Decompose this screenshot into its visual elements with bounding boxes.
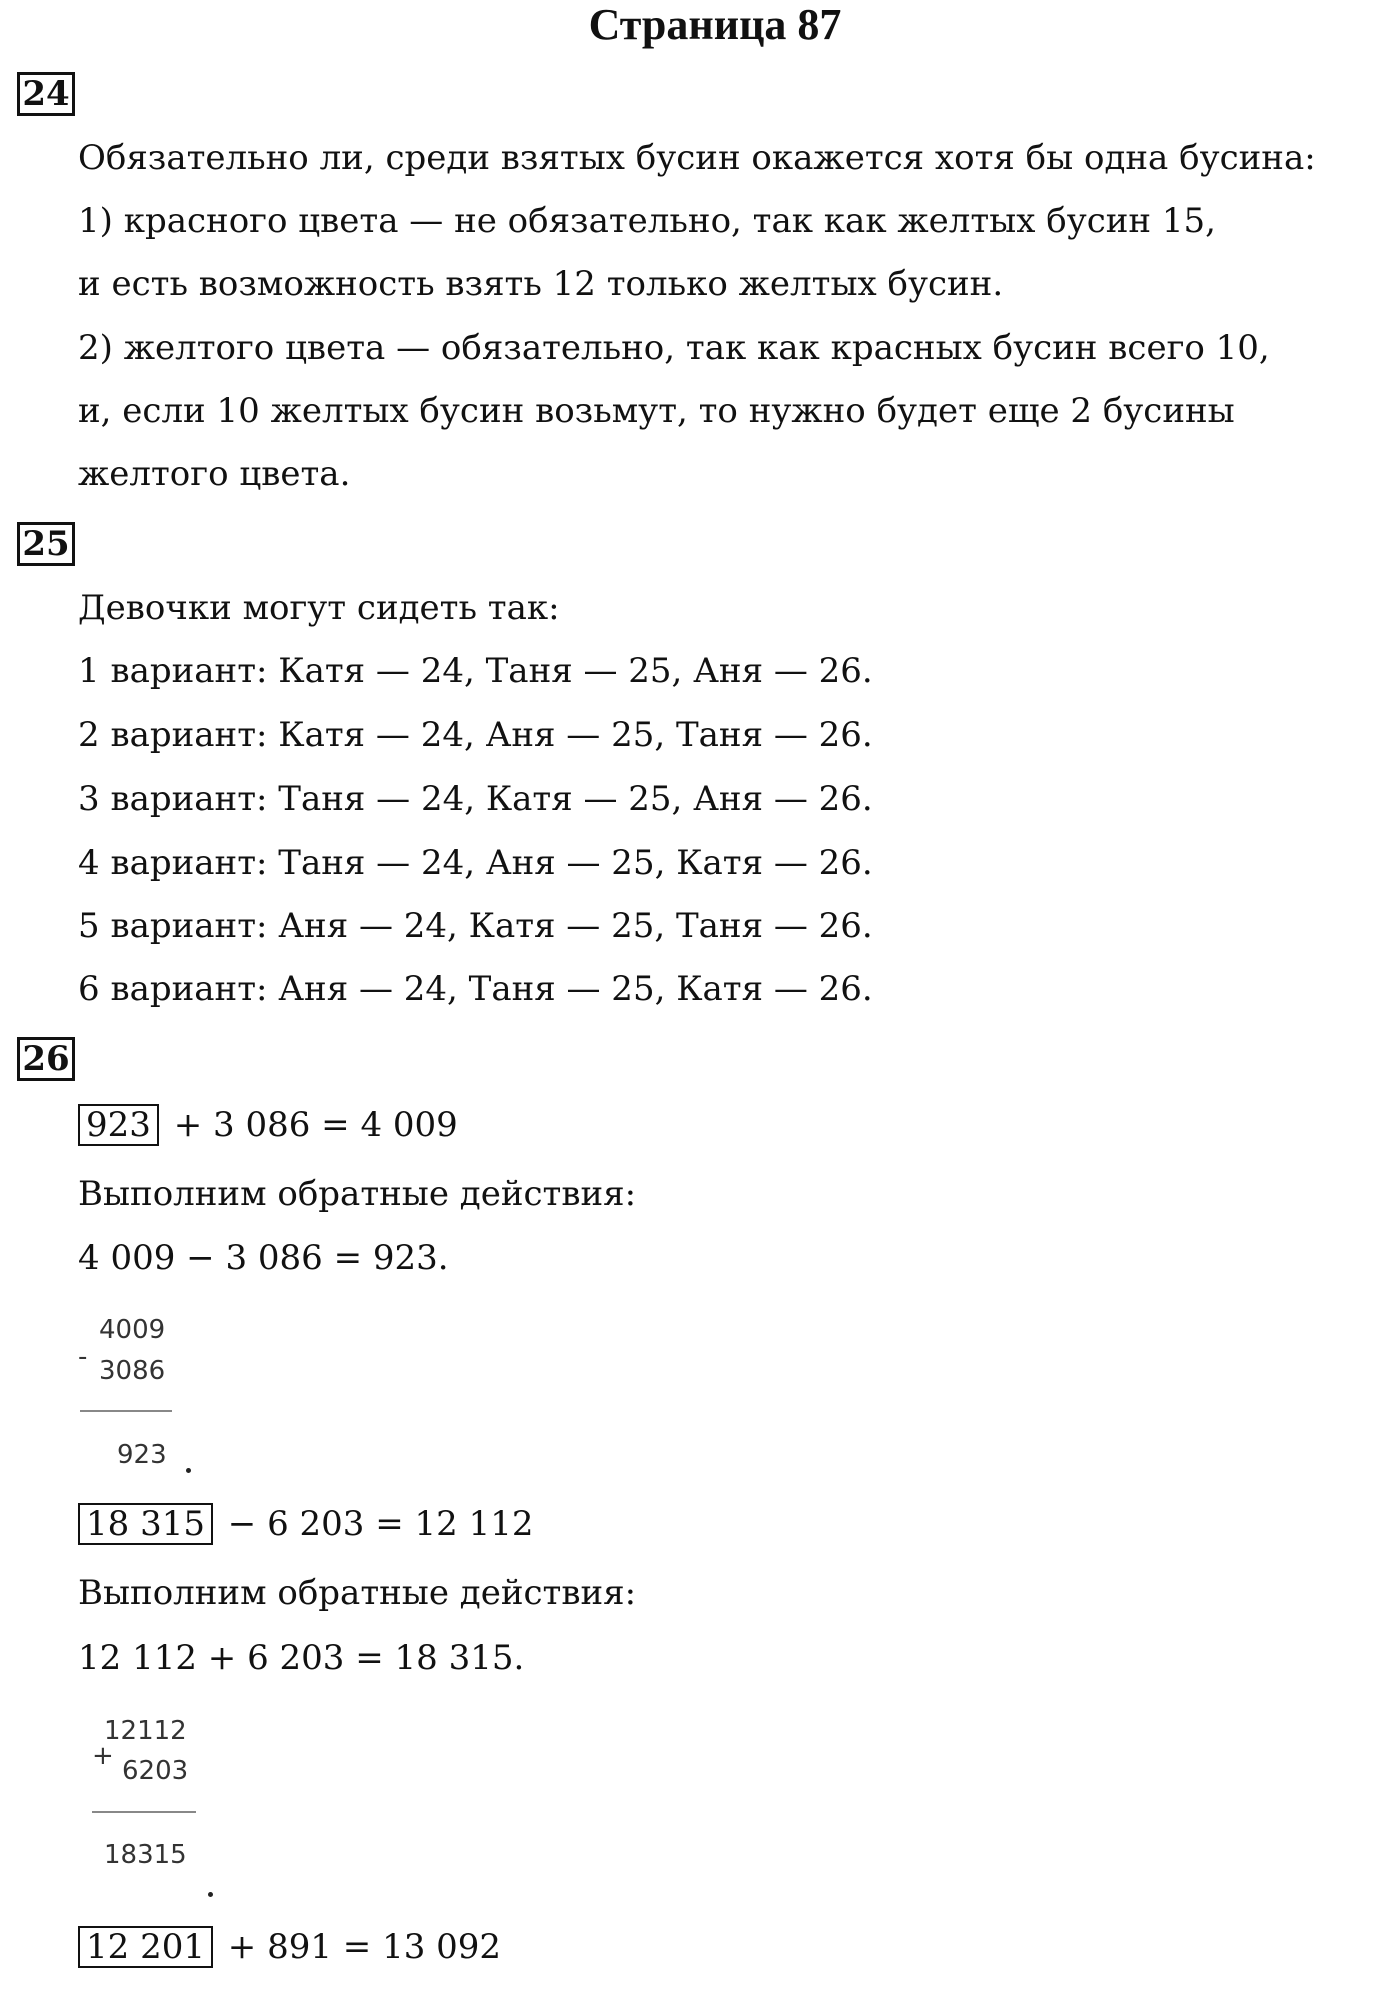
text-line: 2) желтого цвета — обязательно, так как красных бусин всего 10, <box>78 328 1270 368</box>
text-line: 1) красного цвета — не обязательно, так как желтых бусин 15, <box>78 201 1216 241</box>
equation-rest: + 3 086 = 4 009 <box>173 1105 458 1145</box>
column-rule <box>92 1811 196 1813</box>
column-rule <box>80 1410 172 1412</box>
column-end-dot <box>208 1892 213 1897</box>
column-end-dot <box>186 1468 191 1473</box>
column-top: 12112 <box>104 1716 187 1746</box>
variant-line: 6 вариант: Аня — 24, Таня — 25, Катя — 26. <box>78 969 873 1009</box>
task-number-box: 24 <box>17 72 75 116</box>
check-line: 4 009 − 3 086 = 923. <box>78 1238 449 1278</box>
column-result: 18315 <box>104 1840 187 1870</box>
column-sign: + <box>92 1741 114 1771</box>
text-line: и, если 10 желтых бусин возьмут, то нужно будет еще 2 бусины <box>78 391 1235 431</box>
check-line: 12 112 + 6 203 = 18 315. <box>78 1638 525 1678</box>
column-bottom: 6203 <box>122 1756 189 1786</box>
answer-box: 923 <box>78 1104 159 1146</box>
variant-line: 1 вариант: Катя — 24, Таня — 25, Аня — 26. <box>78 651 873 691</box>
column-top: 4009 <box>99 1315 166 1345</box>
answer-box: 12 201 <box>78 1926 213 1968</box>
variant-line: 5 вариант: Аня — 24, Катя — 25, Таня — 26. <box>78 906 873 946</box>
variant-line: 3 вариант: Таня — 24, Катя — 25, Аня — 26. <box>78 779 873 819</box>
text-line: Девочки могут сидеть так: <box>78 588 560 628</box>
variant-line: 2 вариант: Катя — 24, Аня — 25, Таня — 26. <box>78 715 873 755</box>
column-sign: - <box>78 1342 88 1372</box>
equation-line <box>78 1925 501 1969</box>
text-line: и есть возможность взять 12 только желтых бусин. <box>78 264 1004 304</box>
text-line: Обязательно ли, среди взятых бусин окажется хотя бы одна бусина: <box>78 138 1316 178</box>
task-number-box: 26 <box>17 1037 75 1081</box>
page-title: Страница 87 <box>588 0 842 49</box>
equation-rest: + 891 = 13 092 <box>227 1927 502 1967</box>
column-bottom: 3086 <box>99 1356 166 1386</box>
answer-box: 18 315 <box>78 1503 213 1545</box>
text-line: желтого цвета. <box>78 454 351 494</box>
column-result: 923 <box>117 1440 167 1470</box>
variant-line: 4 вариант: Таня — 24, Аня — 25, Катя — 26. <box>78 843 873 883</box>
equation-line <box>78 1103 458 1147</box>
note-line: Выполним обратные действия: <box>78 1573 637 1613</box>
equation-rest: − 6 203 = 12 112 <box>227 1504 534 1544</box>
equation-line <box>78 1502 533 1546</box>
task-number-box: 25 <box>17 522 75 566</box>
note-line: Выполним обратные действия: <box>78 1174 637 1214</box>
